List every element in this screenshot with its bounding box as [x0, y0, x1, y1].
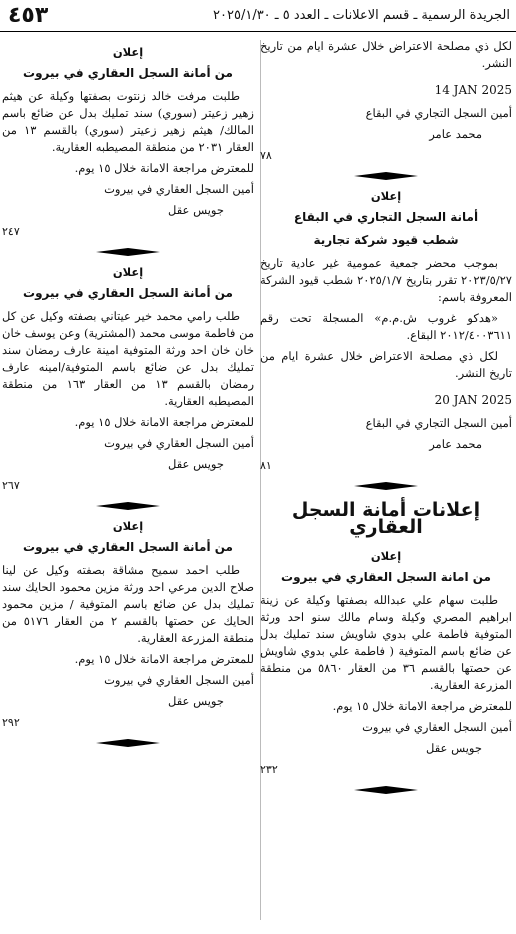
signer-title: أمين السجل التجاري في البقاع	[365, 106, 512, 120]
notice-heading: إعلان	[112, 45, 144, 59]
notice-heading: إعلان	[112, 519, 144, 533]
divider-ornament	[2, 248, 254, 256]
gazette-title: الجريدة الرسمية ـ قسم الاعلانات ـ العدد ٥ ـ ٢٠٢٥/١/٣٠	[213, 8, 510, 23]
notice-heading: إعلان	[112, 265, 144, 279]
signer-title: أمين السجل العقاري في بيروت	[104, 182, 254, 196]
notice-office: من أمانة السجل العقاري في بيروت	[23, 286, 233, 300]
signer-title: أمين السجل التجاري في البقاع	[365, 416, 512, 430]
left-column	[2, 38, 254, 755]
notice-office: من أمانة السجل العقاري في بيروت	[23, 66, 233, 80]
notice-office: أمانة السجل التجاري في البقاع	[293, 210, 479, 224]
notice-date: 20 JAN 2025	[434, 393, 512, 407]
notice-body: بموجب محضر جمعية عمومية غير عادية تاريخ ٢٠٢٣/٥/٢٧ تقرر بتاريخ ٢٠٢٥/١/٧ شطب قيود الشركة المعروفة باسم:	[260, 256, 512, 304]
divider-ornament	[260, 172, 512, 180]
notice-date: 14 JAN 2025	[434, 83, 512, 97]
signer-title: أمين السجل العقاري في بيروت	[104, 436, 254, 450]
objection-text: للمعترض مراجعة الامانة خلال ١٥ يوم.	[74, 415, 254, 429]
objection-text: للمعترض مراجعة الامانة خلال ١٥ يوم.	[74, 161, 254, 175]
notice-heading: إعلان	[370, 189, 402, 203]
page-header	[0, 0, 516, 32]
notice-body: «هدكو غروب ش.م.م» المسجلة تحت رقم ٢٠١٢/٤٠٠٣٦١١ البقاع.	[260, 311, 512, 342]
notice-office: من أمانة السجل العقاري في بيروت	[23, 540, 233, 554]
signer-name: محمد عامر	[429, 437, 482, 451]
divider-ornament	[2, 739, 254, 747]
notice-body: طلبت سهام علي عبدالله بصفتها وكيلة عن زينة ابراهيم المصري وكيلة وسام مالك سنو احد ورثة المتوفية فاطمة علي بدوي شاويش سند تمليك بدل عن ضائع باسم المتوفية ( فاطمة علي بدوي شاويش عن حصتها بالقسم ٣٦ من العقار ٥٨٦٠ من منطقة المزرعة العقارية.	[260, 593, 512, 692]
notice-body: طلب احمد سميح مشاقة بصفته وكيل عن لينا صلاح الدين مرعي احد ورثة مزين محمود الحايك سند تمليك بدل عن ضائع باسم المتوفية / مزين محمود الحايك عن حصتها بالقسم ٢ من العقار ٥١٧٦ من منطقة المزرعة العقارية.	[2, 563, 254, 645]
notice-number: ٢٩٢	[2, 716, 20, 729]
objection-text: للمعترض مراجعة الامانة خلال ١٥ يوم.	[74, 652, 254, 666]
divider-ornament	[2, 502, 254, 510]
notice-body: طلب رامي محمد خير عيتاني بصفته وكيل عن كل من فاطمة موسى محمد (المشترية) وعن يوسف خان خان خان احد ورثة المتوفية امينة عارف رمضان سند تمليك بدل عن ضائع باسم المتوفية/امينه عارف رمضان بالقسم ١٣ من العقار ١٦٣ من منطقة المصيطبه العقارية.	[2, 309, 254, 408]
signer-name: جويس عقل	[168, 203, 224, 217]
signer-name: جويس عقل	[168, 694, 224, 708]
signer-name: محمد عامر	[429, 127, 482, 141]
notice-number: ٢٦٧	[2, 479, 20, 492]
notice-subject: شطب قيود شركة تجارية	[313, 233, 459, 247]
right-column	[260, 38, 512, 802]
notice-number: ٧٨	[260, 149, 272, 162]
notice-body: طلبت مرفت خالد زنتوت بصفتها وكيلة عن هيثم زهير زعيتر (سوري) سند تمليك بدل عن ضائع باسم المالك/ هيثم زهير زعيتر (سوري) بالقسم ١٣ من العقار ٢٠٣١ من منطقة المصيطبه العقارية.	[2, 89, 254, 154]
continuation-text: لكل ذي مصلحة الاعتراض خلال عشرة ايام من تاريخ النشر.	[260, 39, 512, 70]
signer-name: جويس عقل	[426, 741, 482, 755]
notice-number: ٨١	[260, 459, 272, 472]
section-title: إعلانات أمانة السجل العقاري	[291, 499, 481, 538]
objection-text: للمعترض مراجعة الامانة خلال ١٥ يوم.	[332, 699, 512, 713]
signer-name: جويس عقل	[168, 457, 224, 471]
notice-heading: إعلان	[370, 549, 402, 563]
divider-ornament	[260, 482, 512, 490]
page-number: ٤٥٣	[8, 3, 49, 28]
divider-ornament	[260, 786, 512, 794]
signer-title: أمين السجل العقاري في بيروت	[362, 720, 512, 734]
notice-number: ٢٤٧	[2, 225, 20, 238]
notice-body: لكل ذي مصلحة الاعتراض خلال عشرة ايام من تاريخ النشر.	[260, 349, 512, 380]
notice-office: من امانة السجل العقاري في بيروت	[281, 570, 491, 584]
notice-number: ٢٣٢	[260, 763, 278, 776]
signer-title: أمين السجل العقاري في بيروت	[104, 673, 254, 687]
